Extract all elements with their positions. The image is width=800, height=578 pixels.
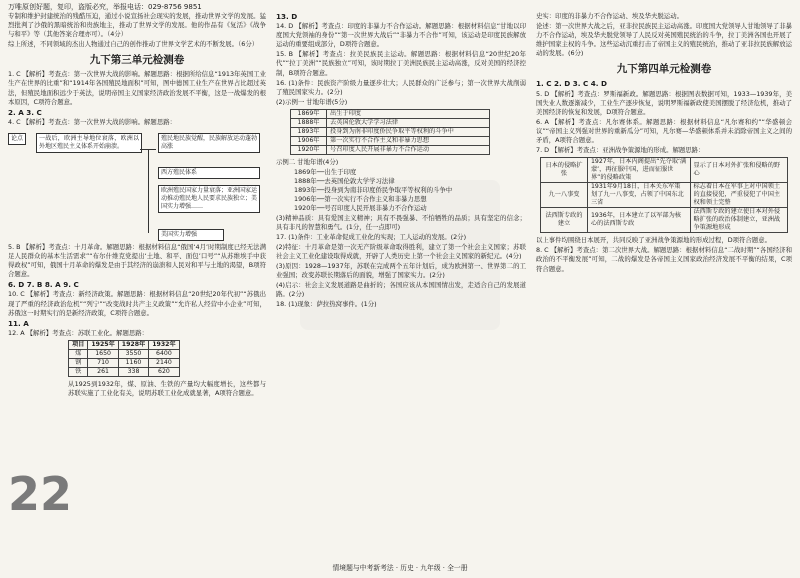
q16-qualities: (3)精神品质：具有爱国主义精神；具有不畏强暴、不怕牺牲的品质；具有坚定的信念；具有非凡的智慧和勇气。(1分，任一点即可) <box>276 213 526 231</box>
q6-answer: 6. A 【解析】考查点：凡尔赛体系。解题思路：根据材料信息“凡尔赛和约”“华盛顿会议”“帝国主义列强对世界的重新瓜分”可知，凡尔赛—华盛顿体系并未消除帝国主义之间的矛盾，A项符合题意。 <box>536 117 792 145</box>
gandhi-timeline-table <box>290 109 490 155</box>
table-row <box>69 358 180 367</box>
table-row <box>69 367 180 376</box>
argument-diagram <box>8 129 266 241</box>
table-cell: 1650 <box>88 349 118 358</box>
diagram-box-forces: 欧洲殖民国家力量衰落；亚洲国家运动推动殖民地人民要求民族独立；美国实力增强…… <box>158 185 260 213</box>
page-number: 22 <box>8 467 73 521</box>
table-cell: 6400 <box>149 349 179 358</box>
column-2 <box>276 12 526 558</box>
q12-answer: 12. A 【解析】考查点：苏联工业化。解题思路： <box>8 328 149 337</box>
q2-answer: 2. A 3. C <box>8 107 42 117</box>
diagram-box-awakening: 殖民地民族觉醒，民族解放运动蓬勃高涨 <box>158 133 260 153</box>
intro-summary: 综上所述，不同领域的杰出人物通过自己的创作推动了世界文学艺术的不断发展。（6分） <box>8 40 259 49</box>
table-row <box>291 109 490 118</box>
table-row <box>291 145 490 154</box>
list-item: 1888年──去英国伦敦大学学习法律 <box>294 177 395 186</box>
q18-answer: 18. (1)现象：萨拉热窝事件。(1分) <box>276 300 377 309</box>
q5-answer: 5. B 【解析】考查点：十月革命。解题思路：根据材料信息“俄国‘4月’时期制度已经无法满足人民群众的基本生活需求”“布尔什维克党提出‘土地、和平、面包’口号”“从苏维埃手中获得政权”可知，俄国十月革命的爆发是由于其经济的崩溃和人民对和平与土地的渴望，B项符合题意。 <box>8 242 266 279</box>
table-cell: 1936年，日本建立了以军部为核心的法西斯专政 <box>588 208 691 233</box>
unit-3-title: 九下第三单元检测卷 <box>89 54 185 67</box>
table-cell: 法西斯专政的建立使日本对外侵略扩张的政治体制建立，亚洲战争策源地形成 <box>690 208 788 233</box>
table-header-cell: 项目 <box>69 340 88 349</box>
q16-example-1: (2)示例一 甘地年谱(5分) <box>276 97 348 106</box>
q13-answer: 13. D <box>276 12 298 21</box>
table-cell: 1906年 <box>291 136 327 145</box>
table-cell: 煤 <box>69 349 88 358</box>
header-note: 万唯原创好题，复印，盗版必究，举报电话：029-8756 9851 <box>8 3 202 11</box>
q10-answer: 10. C 【解析】考查点：新经济政策。解题思路：根据材料信息“20世纪20年代初”“苏俄出现了严重的经济政治危机”“列宁”“改变战时共产主义政策”“允许私人经营中小企业”可知，苏俄这一时期实行的是新经济政策，C项符合题意。 <box>8 290 266 317</box>
q1-4-answers: 1. C 2. D 3. C 4. D <box>536 79 607 89</box>
table-row <box>541 183 788 208</box>
table-header-cell: 1932年 <box>149 340 179 349</box>
table-cell: 1893年 <box>291 127 327 136</box>
table-cell: 第一次实行不合作主义和非暴力思想 <box>327 136 490 145</box>
column-3 <box>536 12 792 558</box>
q17-features: (2)特征：十月革命是第一次无产阶级革命取得胜利，建立了第一个社会主义国家；苏联社会主义工业化建设取得成就，开辟了人类历史上第一个社会主义国家的新纪元。(4分) <box>276 242 526 260</box>
q15-answer: 15. B 【解析】考查点：拉美民族民主运动。解题思路：根据材料信息“20世纪20年代”“拉丁美洲”“民族独立”可知，该时期拉丁美洲民族民主运动高涨，反对美国的经济控制，B项符合题意。 <box>276 50 526 77</box>
table-cell: 2140 <box>149 358 179 367</box>
table-cell: 338 <box>118 367 148 376</box>
intro-paragraph: 专制和维护封建统治的残酷压迫，通过小说宣扬社会现实的发展，推动世界文学的发展。猛烈批判了沙俄的黑暗统治和贵族地主，推动了世界文学的发展。他的作品有《复活》《战争与和平》等（其他答案合理亦可）。（4分） <box>8 12 266 39</box>
table-cell: 投身到为南非印度侨民争取平等权利的斗争中 <box>327 127 490 136</box>
table-header-cell: 1925年 <box>88 340 118 349</box>
footer: 情境题与中考新考法 · 历史 · 九年级 · 全一册 <box>332 564 468 572</box>
q6-answer: 6. D 7. B 8. A 9. C <box>8 280 79 290</box>
table-row <box>541 158 788 183</box>
table-cell: 1888年 <box>291 118 327 127</box>
table-cell: 710 <box>88 358 118 367</box>
q17-reasons: (3)原因：1928—1937年，苏联在完成两个五年计划后，成为欧洲第一、世界第二的工业强国；改变苏联长期落后的面貌，增强了国家实力。(2分) <box>276 261 526 280</box>
q16-answer: 16. (1)条件：民族资产阶级力量逐步壮大；人民群众的广泛参与；第一次世界大战削弱了殖民国家实力。(2分) <box>276 78 526 96</box>
list-item: 1869年──出生于印度 <box>294 168 357 177</box>
table-cell: 钢 <box>69 358 88 367</box>
table-cell: 620 <box>149 367 179 376</box>
table-row <box>69 349 180 358</box>
table-cell: 九一八事变 <box>541 183 588 208</box>
table-cell: 出生于印度 <box>327 109 490 118</box>
table-row <box>291 118 490 127</box>
unit-4-title: 九下第四单元检测卷 <box>616 63 712 76</box>
table-cell: 铁 <box>69 367 88 376</box>
table-header-cell: 1928年 <box>118 340 148 349</box>
diagram-connector <box>148 149 149 233</box>
table-cell: 法西斯专政的建立 <box>541 208 588 233</box>
table-cell: 1160 <box>118 358 148 367</box>
q8-answer: 8. C 【解析】考查点：第二次世界大战。解题思路：根据材料信息“二战时期”“各国经济和政治的不平衡发展”可知，二战的爆发是各帝国主义国家政治经济发展不平衡的结果，C项符合题意。 <box>536 246 792 273</box>
table-row <box>541 208 788 233</box>
industry-table <box>68 340 180 377</box>
table-cell: 1869年 <box>291 109 327 118</box>
q5-answer: 5. D 【解析】考查点：罗斯福新政。解题思路：根据图表数据可知，1933—1939年，美国失业人数逐渐减少，工业生产逐步恢复，说明罗斯福新政使美国摆脱了经济危机，推动了美国经济的恢复和发展，D项符合题意。 <box>536 89 792 116</box>
q7-conclusion: 以上事件均围绕日本展开，共同反映了亚洲战争策源地的形成过程，D项符合题意。 <box>536 236 771 245</box>
diagram-box-claim: 一战后，欧洲主导地位衰落，欧洲以外地区殖民主义体系开始崩溃。 <box>36 133 142 153</box>
table-cell: 日本的侵略扩张 <box>541 158 588 183</box>
q17-answer: 17. (1)条件：工业革命促成工业化的实现；工人运动的发展。(2分) <box>276 232 467 241</box>
q12-conclusion: 从1925到1932年，煤、原油、生铁的产量均大幅度增长，这些都与苏联实施了工业化有关，说明苏联工业化成就显著，A项符合题意。 <box>68 379 266 397</box>
q16-example-2: 示例二 甘地年谱(4分) <box>276 157 339 166</box>
q7-answer: 7. D 【解析】考查点：亚洲战争策源地的形成。解题思路： <box>536 146 705 155</box>
diagram-box-colonial: 西方殖民体系 <box>158 167 260 179</box>
japan-aggression-table <box>540 157 788 233</box>
q11-answer: 11. A <box>8 318 29 328</box>
table-header-row <box>69 340 180 349</box>
table-cell: 号召印度人民开展非暴力不合作运动 <box>327 145 490 154</box>
table-cell: 标志着日本在军事上对中国领土的直接侵犯，严重侵犯了中国主权和领土完整 <box>690 183 788 208</box>
q4-answer: 4. C 【解析】考查点：第一次世界大战的影响。解题思路： <box>8 117 176 126</box>
table-cell: 1927年，日本内阁提出“先夺取‘满蒙’，再征服中国，进而征服世界”的侵略政策 <box>588 158 691 183</box>
table-row <box>291 127 490 136</box>
table-cell: 1931年9月18日，日本关东军策划了九一八事变，占领了中国东北三省 <box>588 183 691 208</box>
q17-enlightenment: (4)启示：社会主义发展道路是曲折的；各国应该从本国国情出发，走适合自己的发展道路。(2分) <box>276 281 526 299</box>
list-item: 1920年──号召印度人民开展非暴力不合作运动 <box>294 204 427 213</box>
gandhi-timeline-list <box>294 168 526 213</box>
table-cell: 3550 <box>118 349 148 358</box>
list-item: 1906年──第一次实行不合作主义和非暴力思想 <box>294 195 427 204</box>
list-item: 1893年──投身到为南非印度侨民争取平等权利的斗争中 <box>294 186 453 195</box>
table-row <box>291 136 490 145</box>
q1-answer: 1. C 【解析】考查点：第一次世界大战的影响。解题思路：根据所给信息“1913年英国工业生产在世界的比重”和“1914年各国殖民地面积”可知，图中德国工业生产在世界占比超过英法，但殖民地面积远少于英法，说明帝国主义国家经济政治发展不平衡，这是一战爆发的根本原因，C项符合题意。 <box>8 70 266 106</box>
diagram-box-usa: 美国实力增强 <box>158 229 224 241</box>
q14-answer: 14. D 【解析】考查点：印度的非暴力不合作运动。解题思路：根据材料信息“甘地以印度国大党领袖的身份”“第一次世界大战后”“非暴力不合作”可知，该运动是印度民族解放运动的重要组成部分，D项符合题意。 <box>276 22 526 49</box>
argument-paragraph: 论述：第一次世界大战之后，亚非拉民族民主运动高涨。印度国大党领导人甘地领导了非暴力不合作运动，埃及华夫脱党领导了人民反对英国殖民统治的斗争，拉丁美洲各国也开展了维护国家主权的斗争。这些运动沉重打击了帝国主义的殖民统治，推动了亚非拉民族解放运动的发展。(6分) <box>536 22 792 58</box>
diagram-box-thesis: 论点 <box>8 133 26 145</box>
facts-paragraph: 史实：印度的非暴力不合作运动、埃及华夫脱运动。 <box>536 12 683 20</box>
table-cell: 1920年 <box>291 145 327 154</box>
table-cell: 去英国伦敦大学学习法律 <box>327 118 490 127</box>
table-cell: 显示了日本对外扩张和侵略的野心 <box>690 158 788 183</box>
table-cell: 261 <box>88 367 118 376</box>
